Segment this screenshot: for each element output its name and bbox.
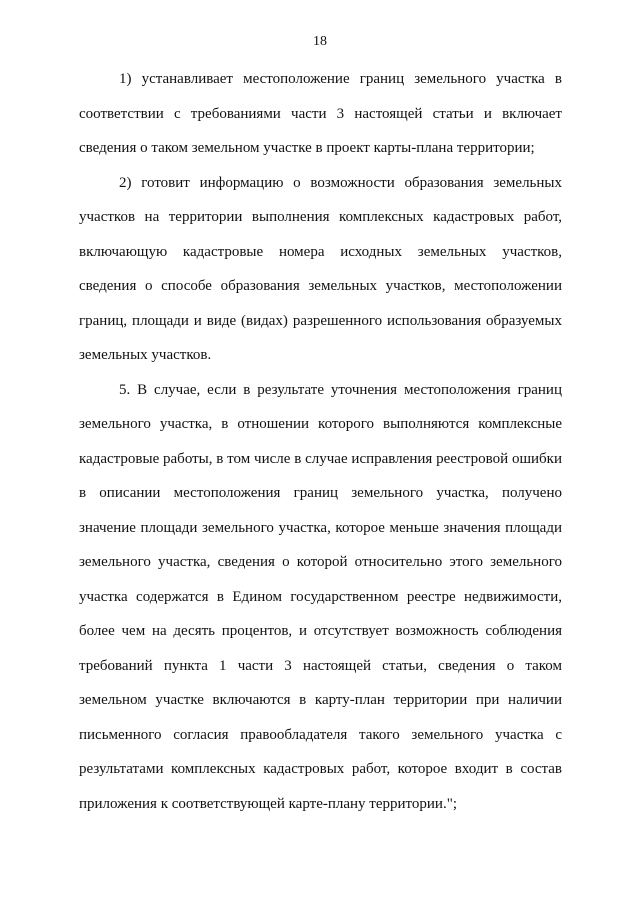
- text-line: письменного согласия правообладателя такого земельного участка с: [79, 726, 562, 743]
- text-line: 5. В случае, если в результате уточнения местоположения границ: [119, 381, 562, 398]
- text-line: результатами комплексных кадастровых работ, которое входит в состав: [79, 761, 562, 777]
- text-line: требований пункта 1 части 3 настоящей статьи, сведения о таком: [79, 657, 562, 674]
- text-line: сведения о таком земельном участке в проект карты-плана территории;: [79, 140, 535, 156]
- text-line: приложения к соответствующей карте-плану территории.";: [79, 795, 457, 812]
- text-line: земельного участка, в отношении которого выполняются комплексные: [79, 416, 562, 432]
- text-line: более чем на десять процентов, и отсутствует возможность соблюдения: [79, 623, 562, 639]
- body-text: [79, 62, 562, 821]
- paragraph-item-1: [79, 62, 562, 166]
- text-line: сведения о способе образования земельных участков, местоположении: [79, 278, 562, 294]
- text-line: земельного участка, сведения о которой относительно этого земельного: [79, 554, 562, 570]
- text-line: кадастровые работы, в том числе в случае исправления реестровой ошибки: [79, 450, 562, 467]
- text-line: соответствии с требованиями части 3 настоящей статьи и включает: [79, 105, 562, 122]
- text-line: значение площади земельного участка, которое меньше значения площади: [79, 519, 562, 536]
- page-number: 18: [313, 34, 327, 49]
- text-line: земельных участков.: [79, 347, 212, 363]
- text-line: земельном участке включаются в карту-план территории при наличии: [79, 692, 562, 708]
- text-line: включающую кадастровые номера исходных земельных участков,: [79, 243, 562, 260]
- text-line: 2) готовит информацию о возможности образования земельных: [119, 174, 562, 191]
- paragraph-section-5: [79, 373, 562, 822]
- text-line: участка содержатся в Едином государственном реестре недвижимости,: [79, 588, 562, 605]
- text-line: в описании местоположения границ земельного участка, получено: [79, 485, 562, 501]
- text-line: участков на территории выполнения комплексных кадастровых работ,: [79, 209, 562, 225]
- paragraph-item-2: [79, 166, 562, 373]
- text-line: границ, площади и виде (видах) разрешенного использования образуемых: [79, 312, 562, 329]
- text-line: 1) устанавливает местоположение границ земельного участка в: [119, 71, 562, 87]
